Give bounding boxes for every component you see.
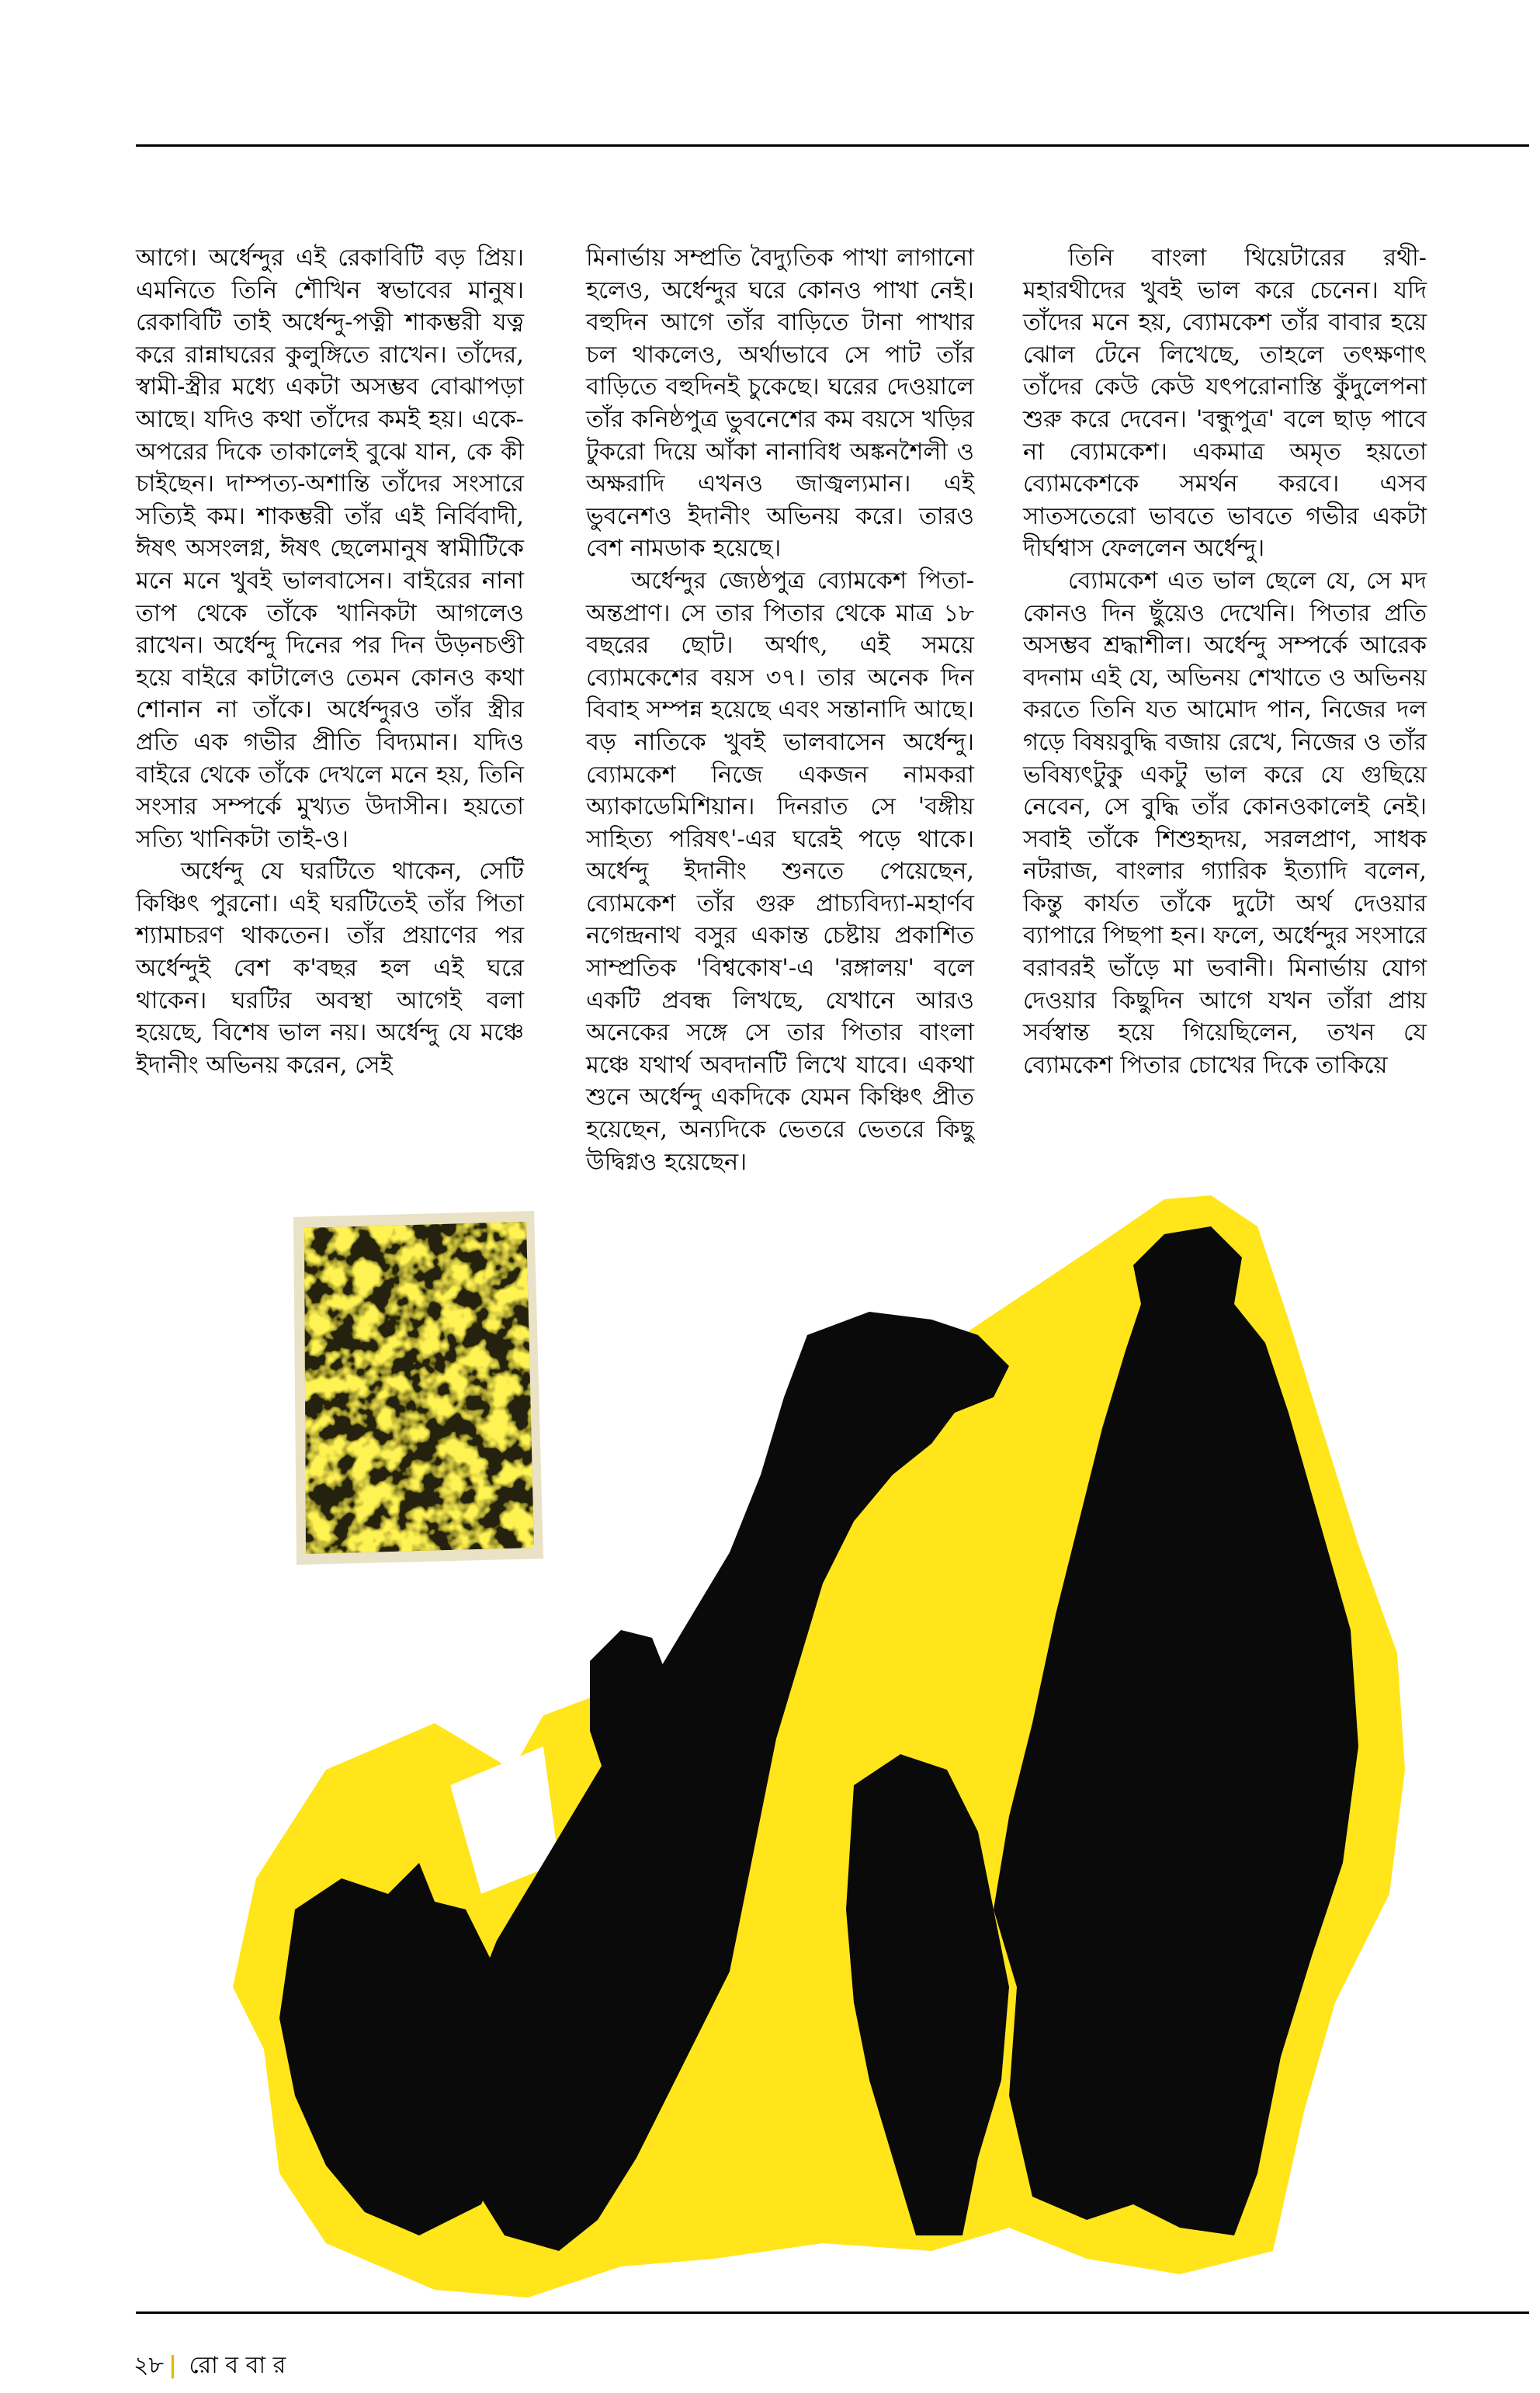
text-column-3 [1023, 242, 1427, 1081]
paragraph: অর্ধেন্দুর জ্যেষ্ঠপুত্র ব্যোমকেশ পিতা-অন্তপ্রাণ। সে তার পিতার থেকে মাত্র ১৮ বছরের ছোট। অর্থাৎ, এই সময়ে ব্যোমকেশের বয়স ৩৭। তার অনেক দিন বিবাহ সম্পন্ন হয়েছে এবং সন্তানাদি আছে। বড় নাতিকে খুবই ভালবাসেন অর্ধেন্দু। ব্যোমকেশ নিজে একজন নামকরা অ্যাকাডেমিশিয়ান। দিনরাত সে 'বঙ্গীয় সাহিত্য পরিষৎ'-এর ঘরেই পড়ে থাকে। অর্ধেন্দু ইদানীং শুনতে পেয়েছেন, ব্যোমকেশ তাঁর গুরু প্রাচ্যবিদ্যা-মহার্ণব নগেন্দ্রনাথ বসুর একান্ত চেষ্টায় প্রকাশিত সাম্প্রতিক 'বিশ্বকোষ'-এ 'রঙ্গালয়' বলে একটি প্রবন্ধ লিখছে, যেখানে আরও অনেকের সঙ্গে সে তার পিতার বাংলা মঞ্চে যথার্থ অবদানটি লিখে যাবে। একথা শুনে অর্ধেন্দু একদিকে যেমন কিঞ্চিৎ প্রীত হয়েছেন, অন্যদিকে ভেতরে ভেতরে কিছু উদ্বিগ্নও হয়েছেন। [586, 567, 974, 1176]
page-number: ২৮ [134, 2352, 164, 2379]
figures-texture [256, 1195, 1405, 2298]
yellow-backdrop [233, 1195, 1405, 2298]
footer-separator: | [168, 2352, 177, 2379]
figures-silhouette [279, 1226, 1358, 2251]
paragraph: মিনার্ভায় সম্প্রতি বৈদ্যুতিক পাখা লাগানো হলেও, অর্ধেন্দুর ঘরে কোনও পাখা নেই। বহুদিন আগে তাঁর বাড়িতে টানা পাখার চল থাকলেও, অর্থাভাবে সে পাট তাঁর বাড়িতে বহুদিনই চুকেছে। ঘরের দেওয়ালে তাঁর কনিষ্ঠপুত্র ভুবনেশের কম বয়সে খড়ির টুকরো দিয়ে আঁকা নানাবিধ অঙ্কনশৈলী ও অক্ষরাদি এখনও জাজ্বল্যমান। এই ভুবনেশও ইদানীং অভিনয় করে। তারও বেশ নামডাক হয়েছে। [586, 245, 974, 563]
text-column-2 [586, 242, 974, 1178]
paragraph: তিনি বাংলা থিয়েটারের রথী-মহারথীদের খুবই ভাল করে চেনেন। যদি তাঁদের মনে হয়, ব্যোমকেশ তাঁর বাবার হয়ে ঝোল টেনে লিখেছে, তাহলে তৎক্ষণাৎ তাঁদের কেউ কেউ যৎপরোনাস্তি কুঁদুলেপনা শুরু করে দেবেন। 'বন্ধুপুত্র' বলে ছাড় পাবে না ব্যোমকেশ। একমাত্র অমৃত হয়তো ব্যোমকেশকে সমর্থন করবে। এসব সাতসতেরো ভাবতে ভাবতে গভীর একটা দীর্ঘশ্বাস ফেললেন অর্ধেন্দু। [1023, 245, 1427, 563]
bottom-rule [136, 2311, 1529, 2314]
magazine-name: রো ব বা র [189, 2352, 286, 2379]
page-footer [134, 2352, 286, 2380]
paragraph: ব্যোমকেশ এত ভাল ছেলে যে, সে মদ কোনও দিন ছুঁয়েও দেখেনি। পিতার প্রতি অসম্ভব শ্রদ্ধাশীল। অর্ধেন্দু সম্পর্কে আরেক বদনাম এই যে, অভিনয় শেখাতে ও অভিনয় করতে তিনি যত আমোদ পান, নিজের দল গড়ে বিষয়বুদ্ধি বজায় রেখে, নিজের ও তাঁর ভবিষ্যৎটুকু একটু ভাল করে যে গুছিয়ে নেবেন, সে বুদ্ধি তাঁর কোনওকালেই নেই। সবাই তাঁকে শিশুহৃদয়, সরলপ্রাণ, সাধক নটরাজ, বাংলার গ্যারিক ইত্যাদি বলেন, কিন্তু কার্যত তাঁকে দুটো অর্থ দেওয়ার ব্যাপারে পিছপা হন। ফলে, অর্ধেন্দুর সংসারে বরাবরই ভাঁড়ে মা ভবানী। মিনার্ভায় যোগ দেওয়ার কিছুদিন আগে যখন তাঁরা প্রায় সর্বস্বান্ত হয়ে গিয়েছিলেন, তখন যে ব্যোমকেশ পিতার চোখের দিকে তাকিয়ে [1023, 567, 1427, 1079]
paragraph: আগে। অর্ধেন্দুর এই রেকাবিটি বড় প্রিয়। এমনিতে তিনি শৌখিন স্বভাবের মানুষ। রেকাবিটি তাই অর্ধেন্দু-পত্নী শাকম্ভরী যত্ন করে রান্নাঘরের কুলুঙ্গিতে রাখেন। তাঁদের, স্বামী-স্ত্রীর মধ্যে একটা অসম্ভব বোঝাপড়া আছে। যদিও কথা তাঁদের কমই হয়। একে-অপরের দিকে তাকালেই বুঝে যান, কে কী চাইছেন। দাম্পত্য-অশান্তি তাঁদের সংসারে সত্যিই কম। শাকম্ভরী তাঁর এই নির্বিবাদী, ঈষৎ অসংলগ্ন, ঈষৎ ছেলেমানুষ স্বামীটিকে মনে মনে খুবই ভালবাসেন। বাইরের নানা তাপ থেকে তাঁকে খানিকটা আগলেও রাখেন। অর্ধেন্দু দিনের পর দিন উড়নচণ্ডী হয়ে বাইরে কাটালেও তেমন কোনও কথা শোনান না তাঁকে। অর্ধেন্দুরও তাঁর স্ত্রীর প্রতি এক গভীর প্রীতি বিদ্যমান। যদিও বাইরে থেকে তাঁকে দেখলে মনে হয়, তিনি সংসার সম্পর্কে মুখ্যত উদাসীন। হয়তো সত্যি খানিকটা তাই-ও। [136, 245, 524, 853]
textured-panel [293, 1211, 543, 1565]
text-column-1 [136, 242, 524, 1081]
top-rule [136, 144, 1529, 147]
paragraph: অর্ধেন্দু যে ঘরটিতে থাকেন, সেটি কিঞ্চিৎ পুরনো। এই ঘরটিতেই তাঁর পিতা শ্যামাচরণ থাকতেন। তাঁর প্রয়াণের পর অর্ধেন্দুই বেশ ক'বছর হল এই ঘরে থাকেন। ঘরটির অবস্থা আগেই বলা হয়েছে, বিশেষ ভাল নয়। অর্ধেন্দু যে মঞ্চে ইদানীং অভিনয় করেন, সেই [136, 858, 524, 1079]
